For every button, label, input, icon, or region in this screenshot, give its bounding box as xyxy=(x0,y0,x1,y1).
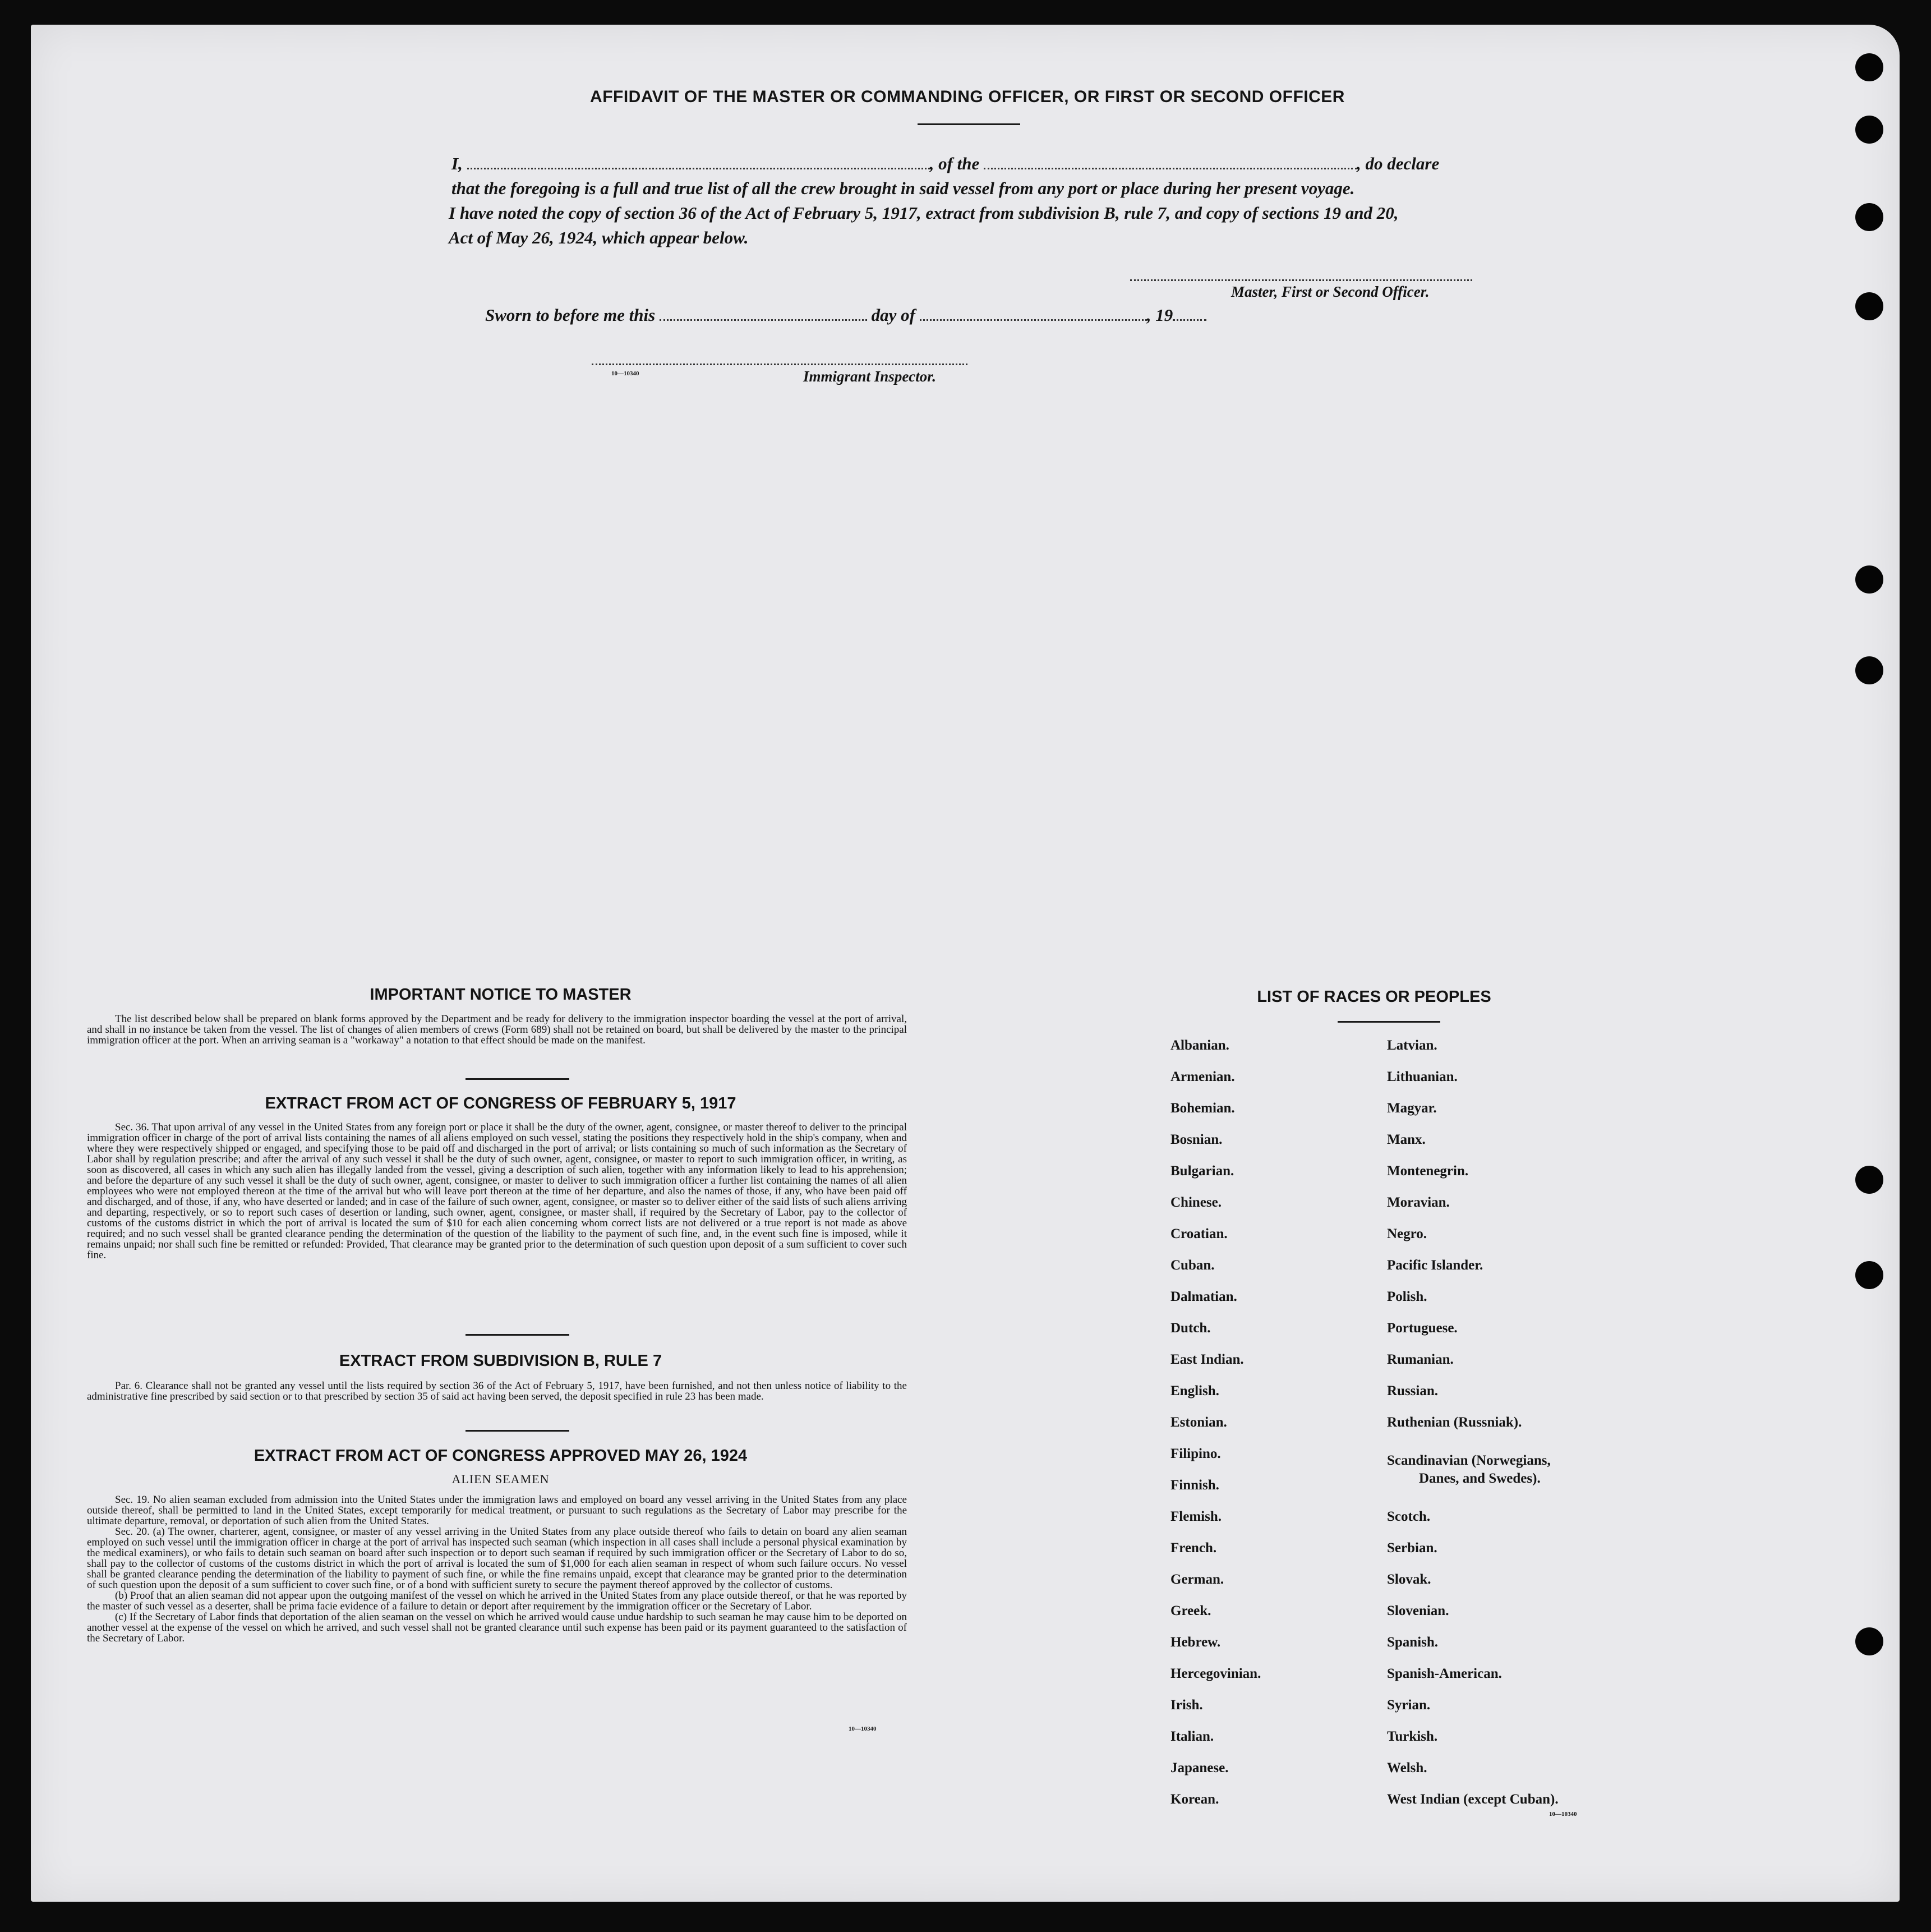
race-item: Italian. xyxy=(1170,1729,1214,1744)
race-item: Welsh. xyxy=(1387,1760,1427,1775)
declaration-line-1 xyxy=(451,151,1495,176)
master-signature-line[interactable] xyxy=(1130,279,1472,281)
binder-hole xyxy=(1855,1627,1883,1655)
par-6-paragraph: Par. 6. Clearance shall not be granted any vessel until the lists required by section 36 of the Act of February 5, 1917, have been furnished, and not then unless notice of liability to the administrative fine prescribed by said section or to that prescribed by section 35 of said act having been served, the deposit specified in rule 23 has been made. xyxy=(87,1380,907,1402)
section-rule xyxy=(466,1334,569,1336)
binder-hole xyxy=(1855,656,1883,684)
race-item: Cuban. xyxy=(1170,1258,1215,1273)
race-item: Flemish. xyxy=(1170,1509,1222,1524)
day-field[interactable] xyxy=(660,309,867,321)
form-number: 10—10340 xyxy=(611,370,639,377)
race-item: Slovenian. xyxy=(1387,1603,1449,1618)
race-item: Greek. xyxy=(1170,1603,1211,1618)
race-item: Japanese. xyxy=(1170,1760,1229,1775)
sec-20a-paragraph: Sec. 20. (a) The owner, charterer, agent, consignee, or master of any vessel arriving in the United States from any place outside thereof who fails to detain on board any alien seaman employed on such vessel until the immigration officer in charge at the port of arrival has inspected such seaman (which inspection in all cases shall include a personal physical examination by the medical examiners), or who fails to detain such seaman on board after such inspection or to deport such seaman if required by such immigration officer or the Secretary of Labor to do so, shall pay to the collector of customs of the customs district in which the port of arrival is located the sum of $1,000 for each alien seaman in respect of whom such failure occurs. No vessel shall be granted clearance pending the determination of the liability to payment of such fine, or while the fine remains unpaid, except that clearance may be granted prior to the determination of such question upon the deposit of a sum sufficient to cover such fine, or of a bond with sufficient surety to secure the payment thereof approved by the collector of customs. xyxy=(87,1526,907,1591)
vessel-field[interactable] xyxy=(984,158,1357,169)
race-item: Moravian. xyxy=(1387,1195,1450,1210)
binder-hole xyxy=(1855,292,1883,320)
year-prefix: , 19 xyxy=(1146,305,1173,325)
race-item: Scandinavian (Norwegians, xyxy=(1387,1453,1551,1468)
notice-title: IMPORTANT NOTICE TO MASTER xyxy=(370,986,632,1004)
race-item: Hercegovinian. xyxy=(1170,1666,1261,1681)
race-item: Lithuanian. xyxy=(1387,1069,1458,1084)
declaration-text xyxy=(451,151,1495,250)
race-item: Albanian. xyxy=(1170,1038,1229,1053)
declaration-line-3: I have noted the copy of section 36 of the Act of February 5, 1917, extract from subdivision B, rule 7, and copy of sections 19 and 20, xyxy=(449,203,1399,223)
master-signature-label: Master, First or Second Officer. xyxy=(1231,283,1430,300)
month-field[interactable] xyxy=(920,309,1147,321)
race-item: German. xyxy=(1170,1572,1224,1587)
race-item: Pacific Islander. xyxy=(1387,1258,1483,1273)
rule7-title: EXTRACT FROM SUBDIVISION B, RULE 7 xyxy=(339,1352,662,1370)
declarant-name-field[interactable] xyxy=(467,158,930,169)
race-item: Danes, and Swedes). xyxy=(1419,1471,1541,1486)
race-item: Scotch. xyxy=(1387,1509,1431,1524)
binder-hole xyxy=(1855,116,1883,144)
rule7-text xyxy=(87,1381,907,1402)
sec-20c-paragraph: (c) If the Secretary of Labor finds that deportation of the alien seaman on the vessel on which he arrived would cause undue hardship to such seaman he may cause him to be deported on another vessel at the expense of the vessel on which he arrived, and such vessel shall not be granted clearance until such expense has been paid or its payment guaranteed to the satisfaction of the Secretary of Labor. xyxy=(87,1611,907,1644)
race-item: Russian. xyxy=(1387,1383,1439,1399)
extract-1924-title: EXTRACT FROM ACT OF CONGRESS APPROVED MAY 26, 1924 xyxy=(254,1447,748,1465)
binder-hole xyxy=(1855,53,1883,81)
sec-19-paragraph: Sec. 19. No alien seaman excluded from admission into the United States under the immigration laws and employed on board any vessel arriving in the United States from any place outside thereof, shall be permitted to land in the United States, except temporarily for medical treatment, or pursuant to such regulations as the Secretary of Labor may prescribe for the ultimate departure, removal, or deportation of such alien from the United States. xyxy=(87,1494,907,1527)
race-item: Dutch. xyxy=(1170,1321,1211,1336)
race-item: French. xyxy=(1170,1540,1217,1556)
declaration-line-4: Act of May 26, 1924, which appear below. xyxy=(449,228,749,247)
binder-hole xyxy=(1855,565,1883,594)
race-item: Irish. xyxy=(1170,1698,1203,1713)
race-item: Magyar. xyxy=(1387,1101,1437,1116)
race-item: Hebrew. xyxy=(1170,1635,1221,1650)
race-item: Portuguese. xyxy=(1387,1321,1458,1336)
race-item: Rumanian. xyxy=(1387,1352,1454,1367)
race-item: East Indian. xyxy=(1170,1352,1244,1367)
sworn-text: Sworn to before me this xyxy=(485,305,656,325)
race-item: English. xyxy=(1170,1383,1219,1399)
notice-paragraph: The list described below shall be prepared on blank forms approved by the Department and be ready for delivery to the immigration inspector boarding the vessel at the port of arrival, and shall in no instance be taken from the vessel. The list of changes of alien members of crews (Form 689) shall not be retained on board, but shall be delivered by the master to the principal immigration officer at the port. When an arriving seaman is a "workaway" a notation to that effect should be made on the manifest. xyxy=(87,1013,907,1046)
races-title: LIST OF RACES OR PEOPLES xyxy=(1257,988,1491,1006)
extract-1917-title: EXTRACT FROM ACT OF CONGRESS OF FEBRUARY 5, 1917 xyxy=(265,1094,736,1112)
section-36-paragraph: Sec. 36. That upon arrival of any vessel in the United States from any foreign port or place it shall be the duty of the owner, agent, consignee, or master thereof to deliver to the principal immigration officer in charge of the port of arrival lists containing the names of all aliens employed on such vessel, stating the positions they respectively hold in the ship's company, when and where they were respectively shipped or engaged, and specifying those to be paid off and discharged in the port of arrival; or lists containing so much of such information as the Secretary of Labor shall by regulation prescribe; and after the arrival of any such vessel it shall be the duty of such owner, agent, consignee, or master to report to such immigration officer, in writing, as soon as discovered, all cases in which any such alien has illegally landed from the vessel, giving a description of such alien, together with any information likely to lead to his apprehension; and before the departure of any such vessel it shall be the duty of such owner, agent, consignee, or master to deliver to such immigration officer a further list containing the names of all alien employees who were not employed thereon at the time of the arrival but who will leave port thereon at the time of her departure, and also the names of those, if any, who have been paid off and discharged, and of those, if any, who have deserted or landed; and in case of the failure of such owner, agent, consignee, or master so to deliver either of the said lists of such aliens arriving and departing, respectively, or so to report such cases of desertion or landing, such owner, agent, consignee, or master shall, if required by the Secretary of Labor, pay to the collector of customs of the customs district in which the port of arrival is located the sum of $10 for each alien concerning whom correct lists are not delivered or a true report is not made as above required; and no such vessel shall be granted clearance pending the determination of the question of the liability to the payment of such fine, and, in the event such fine is imposed, while it remains unpaid; nor shall such fine be remitted or refunded: Provided, That clearance may be granted prior to the determination of such question upon deposit of a sum sufficient to cover such fine. xyxy=(87,1121,907,1261)
race-item: Polish. xyxy=(1387,1289,1427,1304)
sec-20b-paragraph: (b) Proof that an alien seaman did not appear upon the outgoing manifest of the vessel on which he arrived in the United States from any place outside thereof, or that he was reported by the master of such vessel as a deserter, shall be prima facie evidence of a failure to detain or deport after requirement by the immigration officer or the Secretary of Labor. xyxy=(87,1590,907,1612)
race-item: Latvian. xyxy=(1387,1038,1437,1053)
race-item: Slovak. xyxy=(1387,1572,1431,1587)
affidavit-title: AFFIDAVIT OF THE MASTER OR COMMANDING OFFICER, OR FIRST OR SECOND OFFICER xyxy=(590,88,1345,106)
title-rule xyxy=(918,123,1020,125)
race-item: Korean. xyxy=(1170,1792,1219,1807)
binder-hole xyxy=(1855,203,1883,231)
race-item: Syrian. xyxy=(1387,1698,1431,1713)
section-rule xyxy=(466,1078,569,1080)
races-title-rule xyxy=(1338,1021,1440,1023)
race-item: Filipino. xyxy=(1170,1446,1221,1461)
extract-1924-text xyxy=(87,1494,907,1644)
race-item: Estonian. xyxy=(1170,1415,1227,1430)
binder-hole xyxy=(1855,1166,1883,1194)
form-number: 10—10340 xyxy=(1549,1811,1577,1818)
race-item: Chinese. xyxy=(1170,1195,1222,1210)
race-item: Bohemian. xyxy=(1170,1101,1235,1116)
race-item: Bulgarian. xyxy=(1170,1163,1234,1179)
race-item: Bosnian. xyxy=(1170,1132,1223,1147)
race-item: Finnish. xyxy=(1170,1478,1219,1493)
of-the-text: , of the xyxy=(929,154,980,173)
race-item: Ruthenian (Russniak). xyxy=(1387,1415,1522,1430)
race-item: Montenegrin. xyxy=(1387,1163,1469,1179)
year-field[interactable] xyxy=(1173,309,1206,321)
inspector-signature-label: Immigrant Inspector. xyxy=(803,368,937,385)
declarant-prefix: I, xyxy=(451,154,463,173)
section-rule xyxy=(466,1430,569,1432)
declaration-line-2: that the foregoing is a full and true list of all the crew brought in said vessel from any port or place during her present voyage. xyxy=(451,178,1355,198)
inspector-signature-line[interactable] xyxy=(592,364,967,365)
alien-seamen-subtitle: ALIEN SEAMEN xyxy=(451,1472,550,1486)
race-item: West Indian (except Cuban). xyxy=(1387,1792,1559,1807)
race-item: Armenian. xyxy=(1170,1069,1235,1084)
race-item: Turkish. xyxy=(1387,1729,1438,1744)
notice-text xyxy=(87,1014,907,1046)
race-item: Manx. xyxy=(1387,1132,1426,1147)
race-item: Serbian. xyxy=(1387,1540,1437,1556)
race-item: Dalmatian. xyxy=(1170,1289,1237,1304)
race-item: Croatian. xyxy=(1170,1226,1228,1241)
do-declare-text: , do declare xyxy=(1357,154,1440,173)
form-number: 10—10340 xyxy=(849,1726,877,1732)
day-of-text: day of xyxy=(871,305,915,325)
race-item: Spanish. xyxy=(1387,1635,1439,1650)
extract-1917-text xyxy=(87,1122,907,1261)
race-item: Spanish-American. xyxy=(1387,1666,1502,1681)
race-item: Negro. xyxy=(1387,1226,1427,1241)
sworn-statement xyxy=(485,305,1206,325)
binder-hole xyxy=(1855,1261,1883,1289)
